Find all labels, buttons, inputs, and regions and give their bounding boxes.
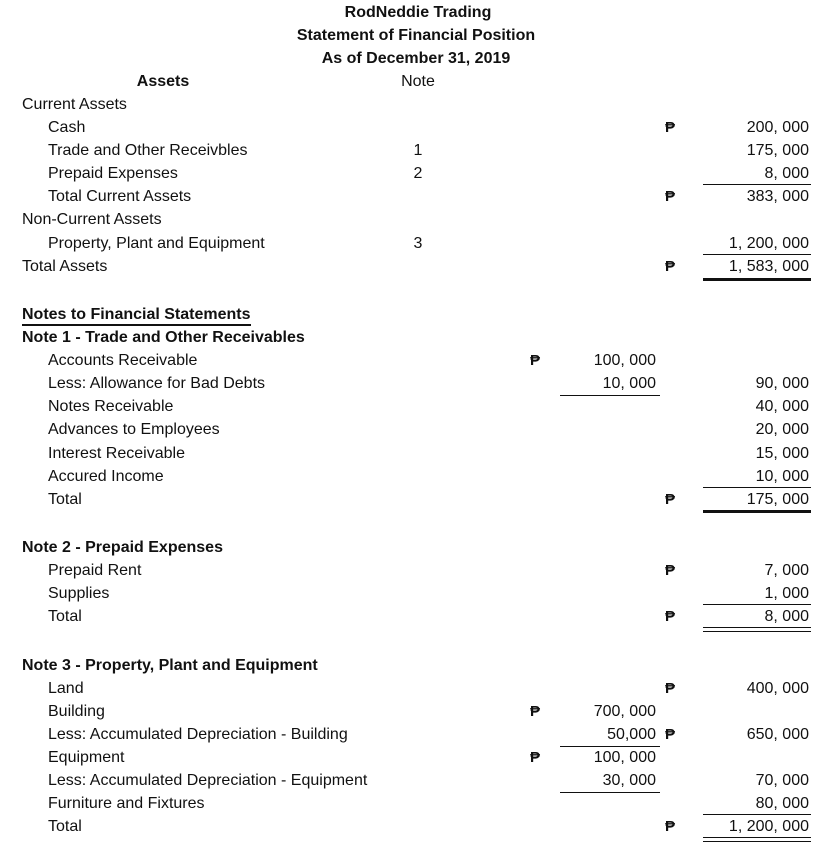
subtotal-line (703, 184, 811, 185)
peso-symbol: ₱ (665, 119, 676, 136)
ppe-amount: 1, 200, 000 (728, 235, 809, 252)
peso-symbol: ₱ (530, 749, 541, 766)
furniture-amount: 80, 000 (755, 795, 809, 812)
subtotal-line (560, 395, 660, 396)
land-amount: 400, 000 (746, 680, 809, 697)
advances-amount: 20, 000 (755, 421, 809, 438)
double-underline (703, 837, 811, 842)
receivables-note: 1 (413, 142, 423, 159)
accounts-receivable-label: Accounts Receivable (48, 352, 198, 369)
peso-symbol: ₱ (665, 562, 676, 579)
equipment-label: Equipment (48, 749, 125, 766)
subtotal-line (703, 487, 811, 488)
land-label: Land (48, 680, 84, 697)
cash-label: Cash (48, 119, 86, 136)
equipment-amount: 100, 000 (593, 749, 656, 766)
prepaid-note: 2 (413, 165, 423, 182)
note1-total-amount: 175, 000 (746, 491, 809, 508)
peso-symbol: ₱ (665, 680, 676, 697)
note3-total-label: Total (48, 818, 82, 835)
supplies-amount: 1, 000 (764, 585, 809, 602)
total-current-amount: 383, 000 (746, 188, 809, 205)
peso-symbol: ₱ (530, 703, 541, 720)
statement-date: As of December 31, 2019 (321, 50, 511, 67)
receivables-label: Trade and Other Receivbles (48, 142, 248, 159)
interest-label: Interest Receivable (48, 445, 185, 462)
furniture-label: Furniture and Fixtures (48, 795, 205, 812)
net-building-amount: 650, 000 (746, 726, 809, 743)
net-receivable-amount: 90, 000 (755, 375, 809, 392)
ppe-label: Property, Plant and Equipment (48, 235, 265, 252)
note3-title: Note 3 - Property, Plant and Equipment (22, 657, 318, 674)
assets-heading: Assets (136, 73, 190, 90)
peso-symbol: ₱ (665, 726, 676, 743)
total-current-label: Total Current Assets (48, 188, 192, 205)
peso-symbol: ₱ (665, 491, 676, 508)
peso-symbol: ₱ (665, 608, 676, 625)
supplies-label: Supplies (48, 585, 110, 602)
total-assets-amount: 1, 583, 000 (728, 258, 809, 275)
total-assets-label: Total Assets (22, 258, 108, 275)
subtotal-line (560, 746, 660, 747)
note2-total-amount: 8, 000 (764, 608, 809, 625)
receivables-amount: 175, 000 (746, 142, 809, 159)
subtotal-line (703, 254, 811, 255)
prepaid-amount: 8, 000 (764, 165, 809, 182)
acc-dep-equipment-label: Less: Accumulated Depreciation - Equipment (48, 772, 368, 789)
subtotal-line (703, 814, 811, 815)
notes-heading: Notes to Financial Statements (22, 306, 251, 326)
building-label: Building (48, 703, 105, 720)
accounts-receivable-amount: 100, 000 (593, 352, 656, 369)
interest-amount: 15, 000 (755, 445, 809, 462)
prepaid-rent-label: Prepaid Rent (48, 562, 142, 579)
note2-total-label: Total (48, 608, 82, 625)
advances-label: Advances to Employees (48, 421, 220, 438)
note1-total-label: Total (48, 491, 82, 508)
acc-dep-building-amount: 50,000 (607, 726, 656, 743)
notes-receivable-amount: 40, 000 (755, 398, 809, 415)
acc-dep-equipment-amount: 30, 000 (602, 772, 656, 789)
prepaid-label: Prepaid Expenses (48, 165, 178, 182)
note1-title: Note 1 - Trade and Other Receivables (22, 329, 305, 346)
accrued-label: Accured Income (48, 468, 164, 485)
peso-symbol: ₱ (530, 352, 541, 369)
building-amount: 700, 000 (593, 703, 656, 720)
current-assets-label: Current Assets (22, 96, 127, 113)
prepaid-rent-amount: 7, 000 (764, 562, 809, 579)
peso-symbol: ₱ (665, 818, 676, 835)
net-equipment-amount: 70, 000 (755, 772, 809, 789)
double-underline (703, 510, 811, 513)
ppe-note: 3 (413, 235, 423, 252)
allowance-label: Less: Allowance for Bad Debts (48, 375, 266, 392)
cash-amount: 200, 000 (746, 119, 809, 136)
accrued-amount: 10, 000 (755, 468, 809, 485)
company-name: RodNeddie Trading (344, 4, 492, 21)
peso-symbol: ₱ (665, 188, 676, 205)
note3-total-amount: 1, 200, 000 (728, 818, 809, 835)
note-column-heading: Note (401, 73, 435, 90)
acc-dep-building-label: Less: Accumulated Depreciation - Building (48, 726, 348, 743)
statement-title: Statement of Financial Position (296, 27, 536, 44)
peso-symbol: ₱ (665, 258, 676, 275)
note2-title: Note 2 - Prepaid Expenses (22, 539, 223, 556)
notes-receivable-label: Notes Receivable (48, 398, 174, 415)
subtotal-line (560, 792, 660, 793)
noncurrent-assets-label: Non-Current Assets (22, 211, 162, 228)
double-underline (703, 278, 811, 281)
double-underline (703, 627, 811, 632)
allowance-amount: 10, 000 (602, 375, 656, 392)
subtotal-line (703, 604, 811, 605)
